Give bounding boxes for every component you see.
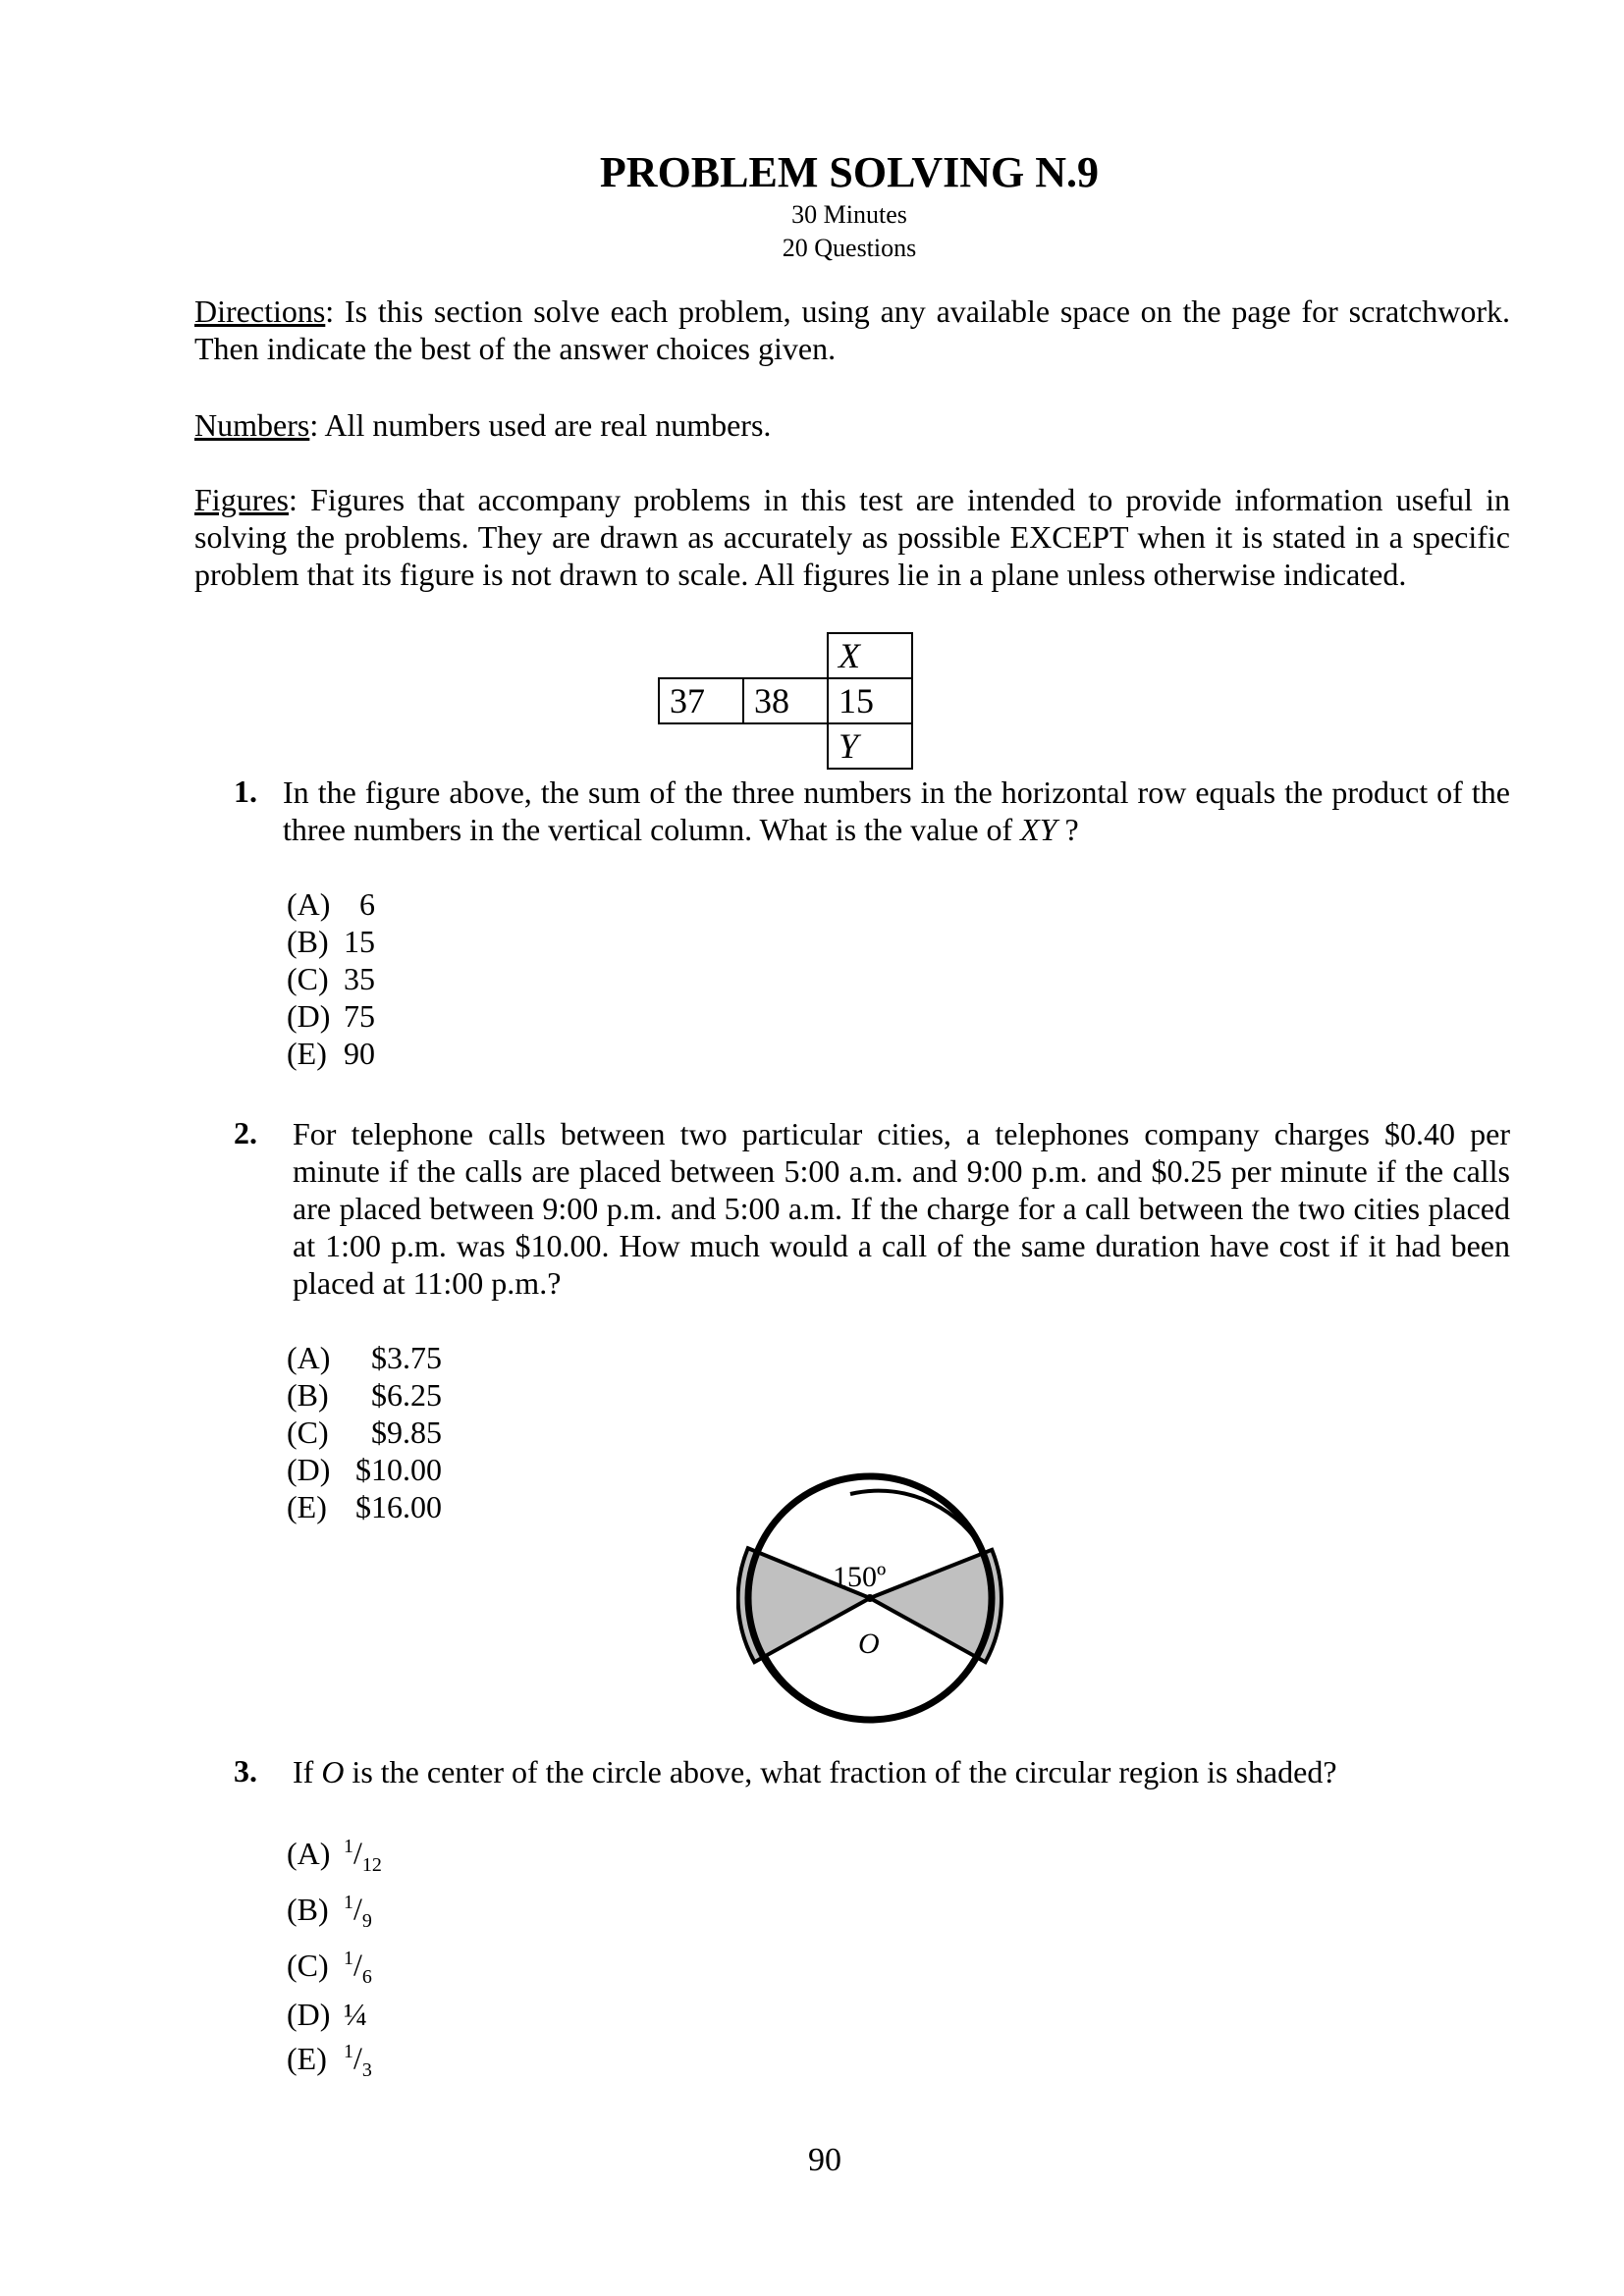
figures-paragraph	[194, 481, 1510, 593]
grid-cell-y: Y	[828, 723, 912, 769]
center-label: O	[858, 1628, 880, 1660]
grid-cell-row-3: 15	[828, 678, 912, 723]
q3-variable: O	[321, 1754, 345, 1789]
grid-cell-row-2: 38	[743, 678, 828, 723]
question-2-number: 2.	[234, 1115, 257, 1150]
numbers-label: Numbers	[194, 407, 310, 443]
question-1-text: In the figure above, the sum of the three numbers in the horizontal row equals the product of the three numbers in the vertical column. What is the value of XY ?	[283, 774, 1510, 847]
question-count: 20 Questions	[782, 234, 917, 262]
answer-choice[interactable]: (C) 35	[287, 961, 375, 996]
center-point	[866, 1594, 874, 1602]
answer-choice[interactable]: (E) 90	[287, 1036, 375, 1071]
time-limit: 30 Minutes	[791, 200, 907, 229]
answer-choice[interactable]: (D) ¼	[287, 1997, 367, 2033]
directions-label: Directions	[194, 294, 326, 329]
answer-choice[interactable]: (A) 6	[287, 886, 375, 922]
circle-figure	[736, 1472, 1031, 1747]
answer-choice[interactable]: (B) $6.25	[287, 1377, 442, 1413]
answer-choice[interactable]: (E) $16.00	[287, 1489, 442, 1524]
question-2-choices	[287, 1339, 442, 1525]
number-grid-figure	[658, 632, 913, 770]
question-1-choices	[287, 885, 375, 1072]
angle-label: 150º	[833, 1561, 887, 1593]
numbers-paragraph	[194, 406, 1510, 444]
page-number: 90	[808, 2142, 841, 2178]
q1-variable: XY	[1020, 812, 1057, 847]
figures-text: : Figures that accompany problems in this test are intended to provide information useful in solving the problems. They are drawn as accurately as possible EXCEPT when it is stated in a specific problem that its figure is not drawn to scale. All figures lie in a plane unless otherwise indicated.	[194, 482, 1510, 592]
page-title: PROBLEM SOLVING N.9	[599, 148, 1100, 196]
question-3-choices	[287, 1828, 382, 2089]
answer-choice[interactable]: (A) $^1/_{12}$	[287, 1835, 382, 1877]
question-1-number: 1.	[234, 774, 257, 809]
directions-text: : Is this section solve each problem, using any available space on the page for scratchwork. Then indicate the best of the answer choices given.	[194, 294, 1510, 366]
directions-paragraph	[194, 293, 1510, 367]
numbers-text: : All numbers used are real numbers.	[309, 407, 772, 443]
answer-choice[interactable]: (B) $^1/_9$	[287, 1891, 372, 1933]
grid-cell-x: X	[828, 633, 912, 678]
answer-choice[interactable]: (D) $10.00	[287, 1452, 442, 1487]
grid-cell-row-1: 37	[659, 678, 743, 723]
answer-choice[interactable]: (D) 75	[287, 998, 375, 1034]
circle-arc-lower	[766, 1657, 874, 1720]
answer-choice[interactable]: (E) $^1/_3$	[287, 2040, 372, 2082]
answer-choice[interactable]: (C) $9.85	[287, 1415, 442, 1450]
question-2-text: For telephone calls between two particular cities, a telephones company charges $0.40 per minute if the calls are placed between 5:00 a.m. and 9:00 p.m. and $0.25 per minute if the calls are placed between 9:00 p.m. and 5:00 a.m. If the charge for a call between the two cities placed at 1:00 p.m. was $10.00. How much would a call of the same duration have cost if it had been placed at 11:00 p.m.?	[293, 1116, 1510, 1301]
answer-choice[interactable]: (C) $^1/_6$	[287, 1947, 372, 1989]
figures-label: Figures	[194, 482, 289, 517]
question-3-number: 3.	[234, 1753, 257, 1789]
answer-choice[interactable]: (A) $3.75	[287, 1340, 442, 1375]
answer-choice[interactable]: (B) 15	[287, 924, 375, 959]
question-3-text: If O is the center of the circle above, what fraction of the circular region is shaded?	[293, 1754, 1337, 1789]
